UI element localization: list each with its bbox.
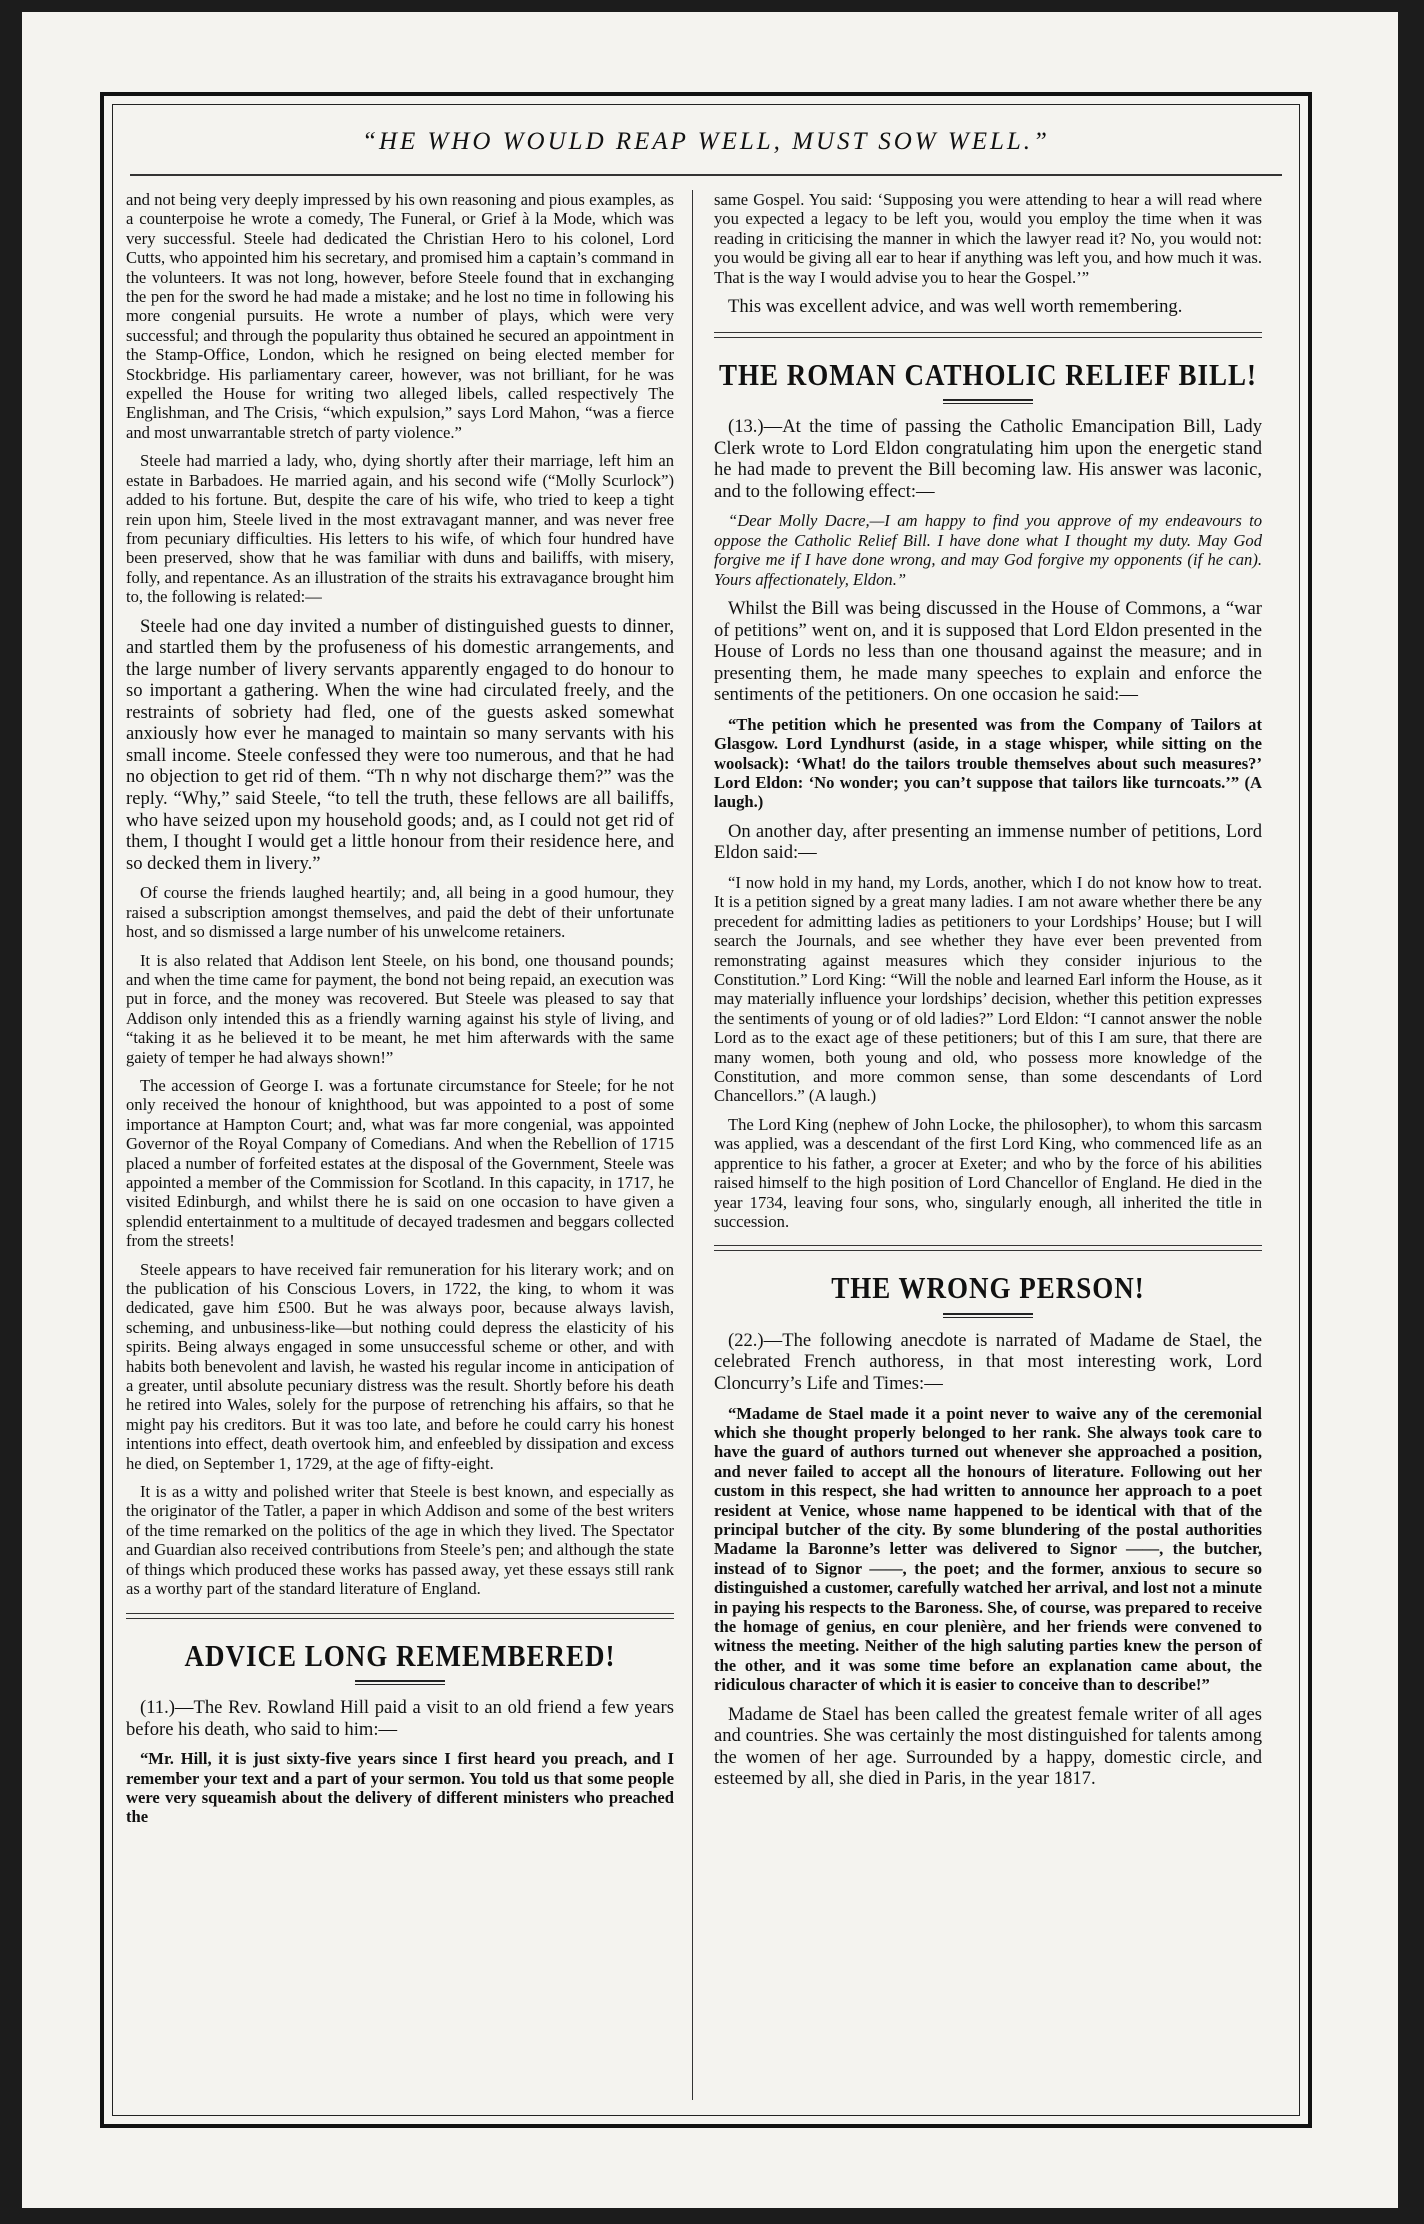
steele-paragraph-5: It is also related that Addison lent Steele, on his bond, one thousand pounds; and when the time came for payment, the bond not being repaid, an execution was put in force, and the money was recovered. But Steele was pleased to say that Addison only intended this as a friendly warning against his style of living, and “taking it as he believed it to be meant, he met him afterwards with the same gaiety of temper he had always shown!” xyxy=(126,950,674,1067)
steele-paragraph-1: and not being very deeply impressed by his own reasoning and pious examples, as a counterpoise he wrote a comedy, The Funeral, or Grief à la Mode, which was very successful. Steele had dedicated the Christian Hero to his colonel, Lord Cutts, who appointed him his secretary, and promised him a captain’s command in the volunteers. It was not long, however, before Steele found that in exchanging the pen for the sword he had made a mistake; and he lost no time in following his more congenial pursuits. He wrote a number of plays, which were very successful; and through the popularity thus obtained he secured an appointment in the Stamp-Office, London, which he resigned on being elected member for Stockbridge. His parliamentary career, however, was not brilliant, for he was expelled the House for writing two alleged libels, called respectively The Englishman, and The Crisis, “which expulsion,” says Lord Mahon, “was a fierce and most unwarrantable stretch of party violence.” xyxy=(126,190,674,442)
de-stael-conclusion: Madame de Stael has been called the greatest female writer of all ages and countries. She was certainly the most distinguished for talents among the women of her age. Surrounded by a happy, domestic circle, and esteemed by all, she died in Paris, in the year 1817. xyxy=(714,1703,1262,1790)
advice-conclusion: This was excellent advice, and was well worth remembering. xyxy=(728,296,1183,318)
heading-rule xyxy=(943,399,1033,404)
wrong-person-intro: (22.)—The following anecdote is narrated of Madame de Stael, the celebrated French authoress, in that most interesting work, Lord Cloncurry’s Life and Times:— xyxy=(714,1329,1262,1395)
de-stael-quote: “Madame de Stael made it a point never to waive any of the ceremonial which she thought properly belonged to her rank. She always took care to have the guard of authors turned out whenever she approached a position, and never failed to accept all the honours of literature. Following out her custom in this respect, she had written to announce her approach to a poet resident at Venice, whose name happened to be identical with that of the principal butcher of the city. By some blundering of the postal authorities Madame la Baronne’s letter was delivered to Signor ——, the butcher, instead of to Signor ——, the poet; and the former, anxious to secure so distinguished a customer, carefully watched her arrival, and lost not a minute in paying his respects to the Baroness. She, of course, was prepared to receive the homage of genius, en cour plenière, and her friends were convened to witness the meeting. Neither of the high saluting parties knew the person of the other, and it was some time before an explanation came about, the ridiculous character of which it is easier to conceive than to describe!” xyxy=(714,1403,1262,1695)
steele-paragraph-8: It is as a witty and polished writer that Steele is best known, and especially as the originator of the Tatler, a paper in which Addison and some of the best writers of the time remarked on the politics of the age in which they lived. The Spectator and Guardian also received contributions from Steele’s pen; and although the state of things which produced these works has passed away, yet these essays still rank as a worthy part of the standard literature of England. xyxy=(126,1482,674,1599)
lord-king-paragraph: The Lord King (nephew of John Locke, the philosopher), to whom this sarcasm was applied, was a descendant of the first Lord King, who commenced life as an apprentice to his father, a grocer at Exeter; and who by the force of his abilities raised himself to the high position of Lord Chancellor of England. He died in the year 1734, leaving four sons, who, singularly enough, all inherited the title in succession. xyxy=(714,1114,1262,1231)
catholic-paragraph-4: On another day, after presenting an immense number of petitions, Lord Eldon said:— xyxy=(714,820,1262,864)
eldon-letter: “Dear Molly Dacre,—I am happy to find you approve of my endeavours to oppose the Catholic Relief Bill. I have done what I thought my duty. May God forgive me if I have done wrong, and may God forgive my opponents (if he can). Yours affectionately, Eldon.” xyxy=(714,511,1262,589)
advice-heading: ADVICE LONG REMEMBERED! xyxy=(184,1638,616,1673)
catholic-paragraph-3: Whilst the Bill was being discussed in the House of Commons, a “war of petitions” went on, and it is supposed that Lord Eldon presented in the House of Lords no less than one thousand against the measure; and in presenting them, he made many speeches to explain and enforce the sentiments of the petitioners. On one occasion he said:— xyxy=(714,598,1262,706)
heading-rule xyxy=(943,1313,1033,1318)
heading-rule xyxy=(355,1680,445,1685)
advice-quote-continued: same Gospel. You said: ‘Supposing you were attending to hear a will read where you expected a legacy to be left you, would you employ the time when it was reading in criticising the manner in which the lawyer read it? No, you would not: you would be giving all ear to hear if anything was left you, and how much it was. That is the way I would advise you to hear the Gospel.’” xyxy=(714,190,1262,287)
right-column xyxy=(714,190,1262,1799)
header-rule xyxy=(130,174,1282,176)
catholic-relief-heading: THE ROMAN CATHOLIC RELIEF BILL! xyxy=(718,357,1258,392)
section-rule xyxy=(714,1245,1262,1251)
steele-paragraph-6: The accession of George I. was a fortunate circumstance for Steele; for he not only received the honour of knighthood, but was appointed to a post of some importance at Hampton Court; and, what was far more congenial, was appointed Governor of the Royal Company of Comedians. And when the Rebellion of 1715 placed a number of forfeited estates at the disposal of the Government, Steele was appointed a member of the Commission for Scotland. In this capacity, in 1717, he visited Edinburgh, and whilst there he is said on one occasion to have given a splendid entertainment to a multitude of decayed tradesmen and beggars collected from the streets! xyxy=(126,1075,674,1251)
ladies-quote: “I now hold in my hand, my Lords, another, which I do not know how to treat. It is a petition signed by a great many ladies. I am not aware whether there be any precedent for admitting ladies as petitioners to your Lordships’ House; but I will search the Journals, and see whether they have ever been prevented from remonstrating against measures which they consider injurious to the Constitution.” Lord King: “Will the noble and learned Earl inform the House, as it may materially influence your lordships’ decision, whether this petition expresses the sentiments of young or of old ladies?” Lord Eldon: “I cannot answer the noble Lord as to the exact age of these petitioners; but of this I am sure, that there are many women, both young and old, who possess more knowledge of the Constitution, and more common sense, than some descendants of Lord Chancellors.” (A laugh.) xyxy=(714,873,1262,1106)
wrong-person-heading: THE WRONG PERSON! xyxy=(831,1271,1145,1306)
section-rule xyxy=(126,1613,674,1619)
left-column xyxy=(126,190,674,1836)
column-divider xyxy=(692,190,693,2100)
section-rule xyxy=(714,332,1262,338)
advice-intro: (11.)—The Rev. Rowland Hill paid a visit to an old friend a few years before his death, who said to him:— xyxy=(126,1697,674,1740)
tailors-quote: “The petition which he presented was from the Company of Tailors at Glasgow. Lord Lyndhurst (aside, in a stage whisper, while sitting on the woolsack): ‘What! do the tailors trouble themselves about such measures?’ Lord Eldon: ‘No wonder; you can’t suppose that tailors like turncoats.’” (A laugh.) xyxy=(714,714,1262,812)
advice-quote: “Mr. Hill, it is just sixty-five years since I first heard you preach, and I remember your text and a part of your sermon. You told us that some people were very squeamish about the delivery of different ministers who preached the xyxy=(126,1749,674,1827)
steele-paragraph-3: Steele had one day invited a number of distinguished guests to dinner, and startled them by the profuseness of his domestic arrangements, and the large number of livery servants apparently engaged to do honour to so important a gathering. When the wine had circulated freely, and the restraints of sobriety had fled, one of the guests asked somewhat anxiously how ever he managed to maintain so many servants with his small income. Steele confessed they were too numerous, and that he had no objection to get rid of them. “Th n why not discharge them?” was the reply. “Why,” said Steele, “to tell the truth, these fellows are all bailiffs, who have seized upon my household goods; and, as I could not get rid of them, I thought I would get a little honour from their residence here, and so decked them in livery.” xyxy=(126,615,674,874)
page-motto: “HE WHO WOULD REAP WELL, MUST SOW WELL.” xyxy=(362,128,1050,155)
steele-paragraph-7: Steele appears to have received fair remuneration for his literary work; and on the publication of his Conscious Lovers, in 1722, the king, to whom it was dedicated, gave him £500. But he was always poor, because always lavish, scheming, and unbusiness-like—but nothing could depress the elasticity of his spirits. Being always engaged in some unsuccessful scheme or other, and with habits both benevolent and lavish, he wasted his regular income in anticipation of a greater, until absolute pecuniary distress was the result. Shortly before his death he retired into Wales, solely for the purpose of retrenching his affairs, so that he might pay his creditors. But it was too late, and before he could carry his honest intentions into effect, death overtook him, and enfeebled by dissipation and excess he died, on September 1, 1729, at the age of fifty-eight. xyxy=(126,1259,674,1473)
catholic-intro: (13.)—At the time of passing the Catholic Emancipation Bill, Lady Clerk wrote to Lord Eldon congratulating him upon the energetic stand he had made to prevent the Bill becoming law. His answer was laconic, and to the following effect:— xyxy=(714,416,1262,502)
steele-paragraph-4: Of course the friends laughed heartily; and, all being in a good humour, they raised a subscription amongst themselves, and paid the debt of their unfortunate host, and so dismissed a large number of his unwelcome retainers. xyxy=(126,883,674,942)
steele-paragraph-2: Steele had married a lady, who, dying shortly after their marriage, left him an estate in Barbadoes. He married again, and his second wife (“Molly Scurlock”) added to his fortune. But, despite the care of his wife, who tried to keep a tight rein upon him, Steele lived in the most extravagant manner, and was never free from pecuniary difficulties. His letters to his wife, of which four hundred have been preserved, show that he was familiar with duns and bailiffs, with misery, folly, and repentance. As an illustration of the straits his extravagance brought him to, the following is related:— xyxy=(126,451,674,607)
